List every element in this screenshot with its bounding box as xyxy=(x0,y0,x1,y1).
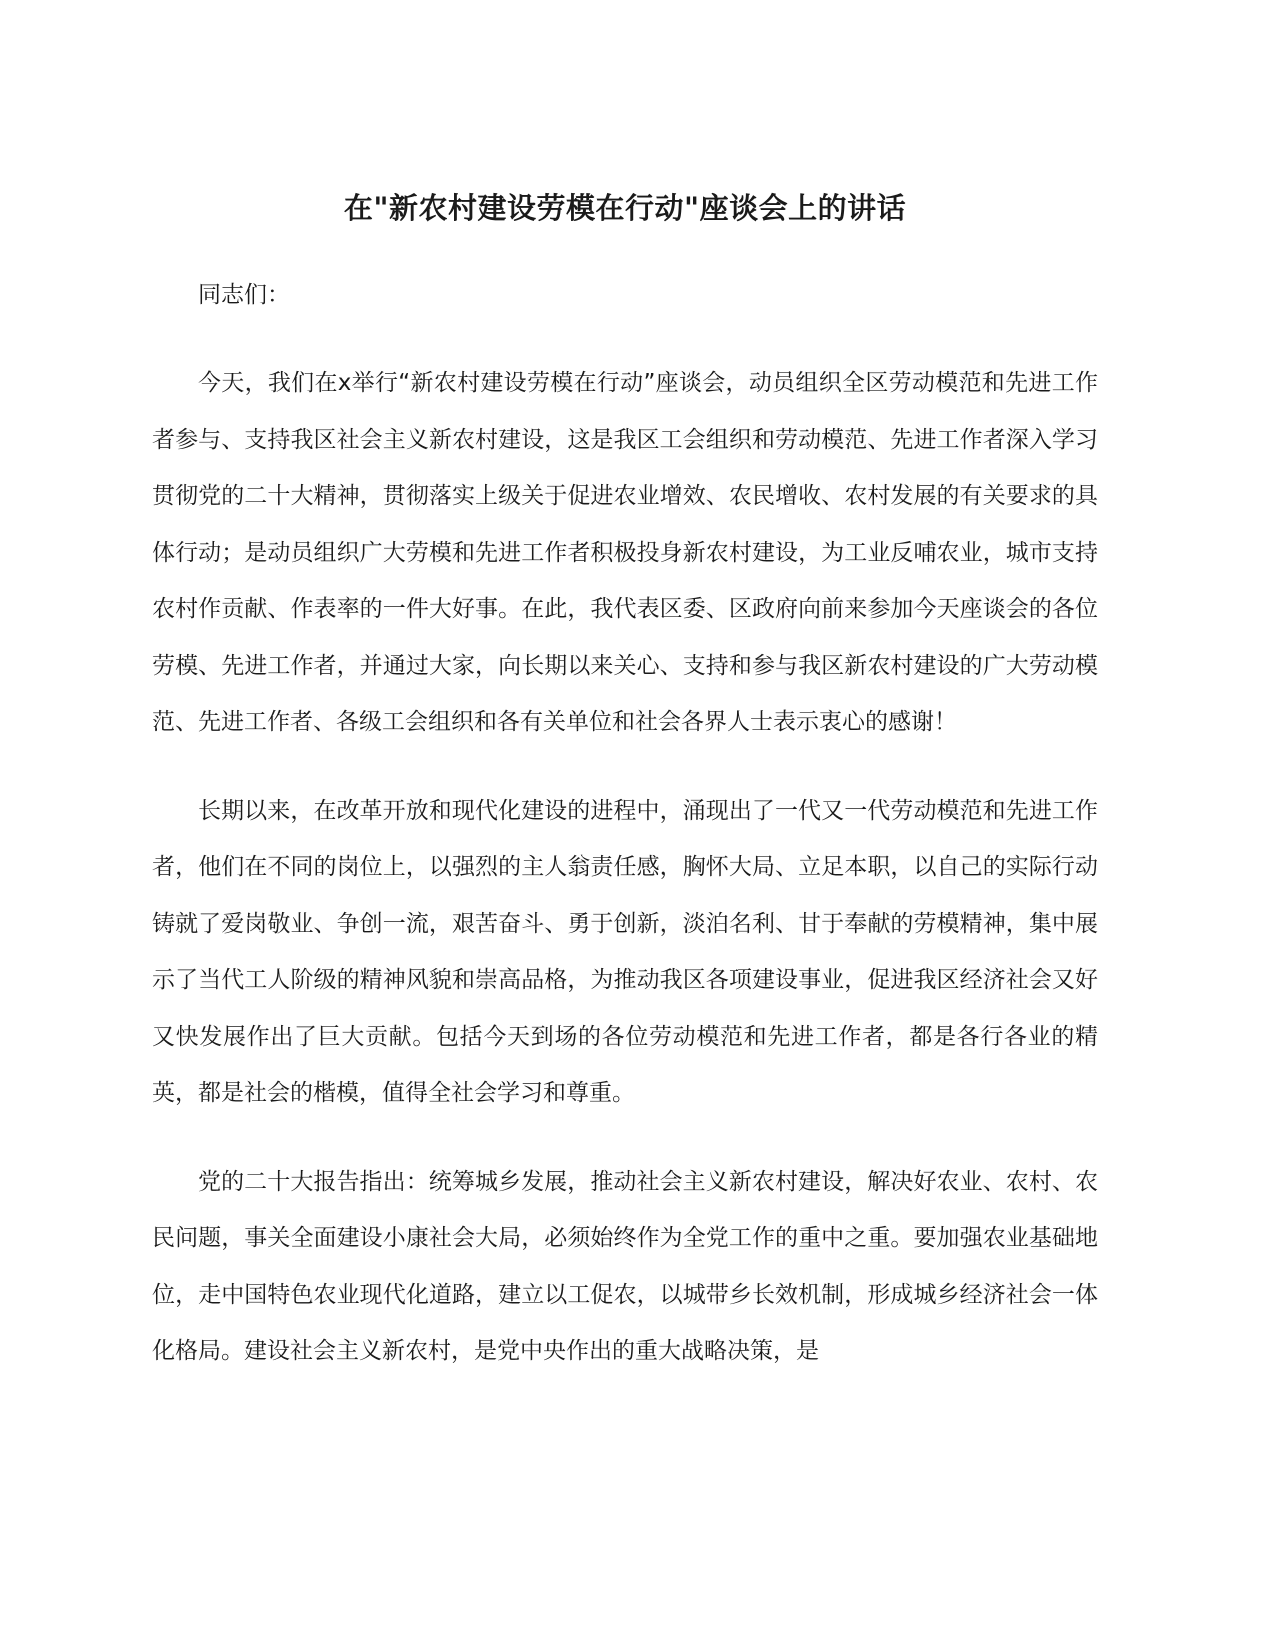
document-body xyxy=(152,180,1098,1380)
document-title: 在"新农村建设劳模在行动"座谈会上的讲话 xyxy=(343,191,907,225)
greeting: 同志们： xyxy=(198,282,290,308)
paragraph-3: 党的二十大报告指出：统筹城乡发展，推动社会主义新农村建设，解决好农业、农村、农民问题，事关全面建设小康社会大局，必须始终作为全党工作的重中之重。要加强农业基础地位，走中国特色农业现代化道路，建立以工促农，以城带乡长效机制，形成城乡经济社会一体化格局。建设社会主义新农村，是党中央作出的重大战略决策，是 xyxy=(152,1168,1098,1364)
paragraph-1: 今天，我们在x举行“新农村建设劳模在行动”座谈会，动员组织全区劳动模范和先进工作者参与、支持我区社会主义新农村建设，这是我区工会组织和劳动模范、先进工作者深入学习贯彻党的二十大精神，贯彻落实上级关于促进农业增效、农民增收、农村发展的有关要求的具体行动；是动员组织广大劳模和先进工作者积极投身新农村建设，为工业反哺农业，城市支持农村作贡献、作表率的一件大好事。在此，我代表区委、区政府向前来参加今天座谈会的各位劳模、先进工作者，并通过大家，向长期以来关心、支持和参与我区新农村建设的广大劳动模范、先进工作者、各级工会组织和各有关单位和社会各界人士表示衷心的感谢！ xyxy=(152,370,1098,735)
paragraph-2: 长期以来，在改革开放和现代化建设的进程中，涌现出了一代又一代劳动模范和先进工作者，他们在不同的岗位上，以强烈的主人翁责任感，胸怀大局、立足本职，以自己的实际行动铸就了爱岗敬业、争创一流，艰苦奋斗、勇于创新，淡泊名利、甘于奉献的劳模精神，集中展示了当代工人阶级的精神风貌和崇高品格，为推动我区各项建设事业，促进我区经济社会又好又快发展作出了巨大贡献。包括今天到场的各位劳动模范和先进工作者，都是各行各业的精英，都是社会的楷模，值得全社会学习和尊重。 xyxy=(152,797,1098,1106)
